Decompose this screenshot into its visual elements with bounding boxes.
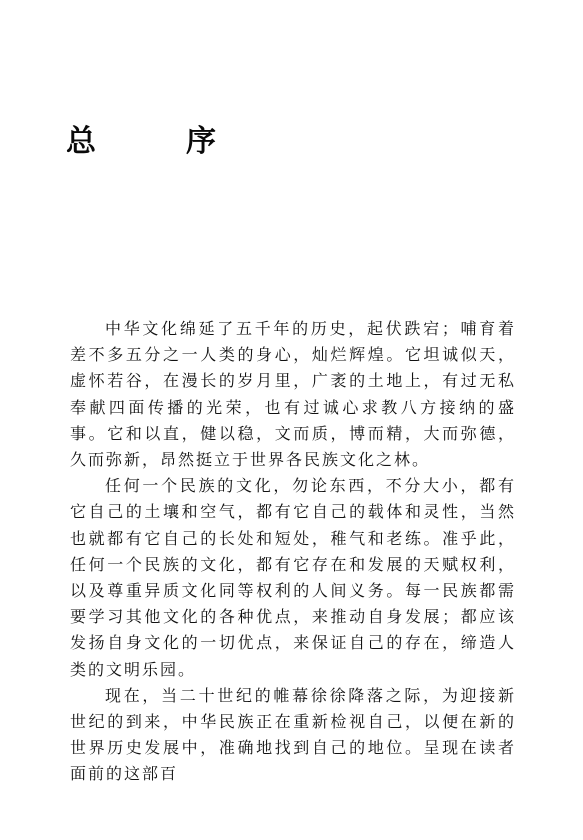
- page-title: 总 序: [66, 124, 246, 159]
- body-text: [70, 316, 516, 788]
- paragraph-3: 现在，当二十世纪的帷幕徐徐降落之际，为迎接新世纪的到来，中华民族正在重新检视自己，以便在新的世界历史发展中，准确地找到自己的地位。呈现在读者面前的这部百: [70, 685, 516, 784]
- paragraph-1: 中华文化绵延了五千年的历史，起伏跌宕；哺育着差不多五分之一人类的身心，灿烂辉煌。它坦诚似天，虚怀若谷，在漫长的岁月里，广袤的土地上，有过无私奉献四面传播的光荣，也有过诚心求教八方接纳的盛事。它和以直，健以稳，文而质，博而精，大而弥德，久而弥新，昂然挺立于世界各民族文化之林。: [70, 319, 516, 470]
- paragraph-2: 任何一个民族的文化，勿论东西，不分大小，都有它自己的土壤和空气，都有它自己的载体和灵性，当然也就都有它自己的长处和短处，稚气和老练。准乎此，任何一个民族的文化，都有它存在和发展的天赋权利，以及尊重异质文化同等权利的人间义务。每一民族都需要学习其他文化的各种优点，来推动自身发展；都应该发扬自身文化的一切优点，来保证自己的存在，缔造人类的文明乐园。: [70, 476, 516, 679]
